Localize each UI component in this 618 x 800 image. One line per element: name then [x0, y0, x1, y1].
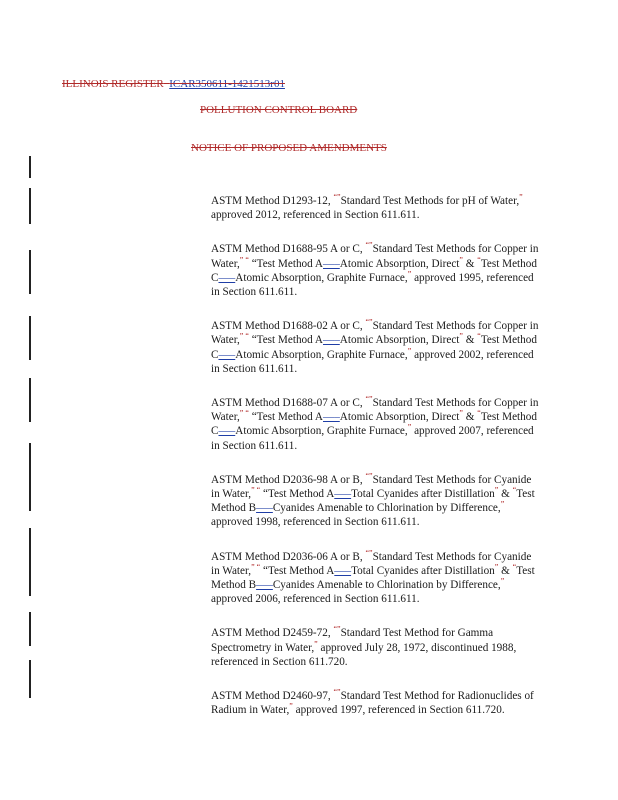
register-header	[62, 78, 285, 90]
change-bar	[29, 443, 31, 511]
reference-entry: ASTM Method D1688-02 A or C, “”Standard Test Methods for Copper in Water,” “ “Test Method A—–Atomic Absorption, Direct” & “Test Method C—–Atomic Absorption, Graphite Furnace,” approved 2002, referenced in Section 611.611.	[211, 317, 539, 375]
register-id: ICAR350611-1421513r01	[169, 78, 285, 90]
reference-entry: ASTM Method D1688-95 A or C, “”Standard Test Methods for Copper in Water,” “ “Test Method A—–Atomic Absorption, Direct” & “Test Method C—–Atomic Absorption, Graphite Furnace,” approved 1995, referenced in Section 611.611.	[211, 240, 539, 299]
reference-entry: ASTM Method D2459-72, “”Standard Test Method for Gamma Spectrometry in Water,” approved July 28, 1972, discontinued 1988, referenced in Section 611.720.	[211, 624, 517, 668]
reference-entry: ASTM Method D2036-98 A or B, “”Standard Test Methods for Cyanide in Water,” “ “Test Method A—–Total Cyanides after Distillation” & “Test Method B—–Cyanides Amenable to Chlorination by Difference,” approved 1998, referenced in Section 611.611.	[211, 471, 535, 529]
change-bar	[29, 250, 31, 294]
notice-header: NOTICE OF PROPOSED AMENDMENTS	[191, 142, 387, 154]
reference-entry: ASTM Method D2460-97, “”Standard Test Method for Radionuclides of Radium in Water,” approved 1997, referenced in Section 611.720.	[211, 687, 534, 717]
change-bar	[29, 316, 31, 360]
change-bar	[29, 612, 31, 646]
register-title-struck: ILLINOIS REGISTER	[62, 78, 164, 90]
reference-entry: ASTM Method D1293-12, “”Standard Test Methods for pH of Water,” approved 2012, referenced in Section 611.611.	[211, 192, 523, 222]
reference-entry: ASTM Method D1688-07 A or C, “”Standard Test Methods for Copper in Water,” “ “Test Method A—–Atomic Absorption, Direct” & “Test Method C—–Atomic Absorption, Graphite Furnace,” approved 2007, referenced in Section 611.611.	[211, 394, 539, 452]
change-bar	[29, 660, 31, 698]
reference-list	[211, 194, 541, 737]
change-bar	[29, 156, 31, 178]
change-bar	[29, 528, 31, 596]
change-bar	[29, 188, 31, 224]
board-header: POLLUTION CONTROL BOARD	[200, 104, 358, 116]
change-bar	[29, 378, 31, 422]
reference-entry: ASTM Method D2036-06 A or B, “”Standard Test Methods for Cyanide in Water,” “ “Test Method A—–Total Cyanides after Distillation” & “Test Method B—–Cyanides Amenable to Chlorination by Difference,” approved 2006, referenced in Section 611.611.	[211, 547, 535, 606]
